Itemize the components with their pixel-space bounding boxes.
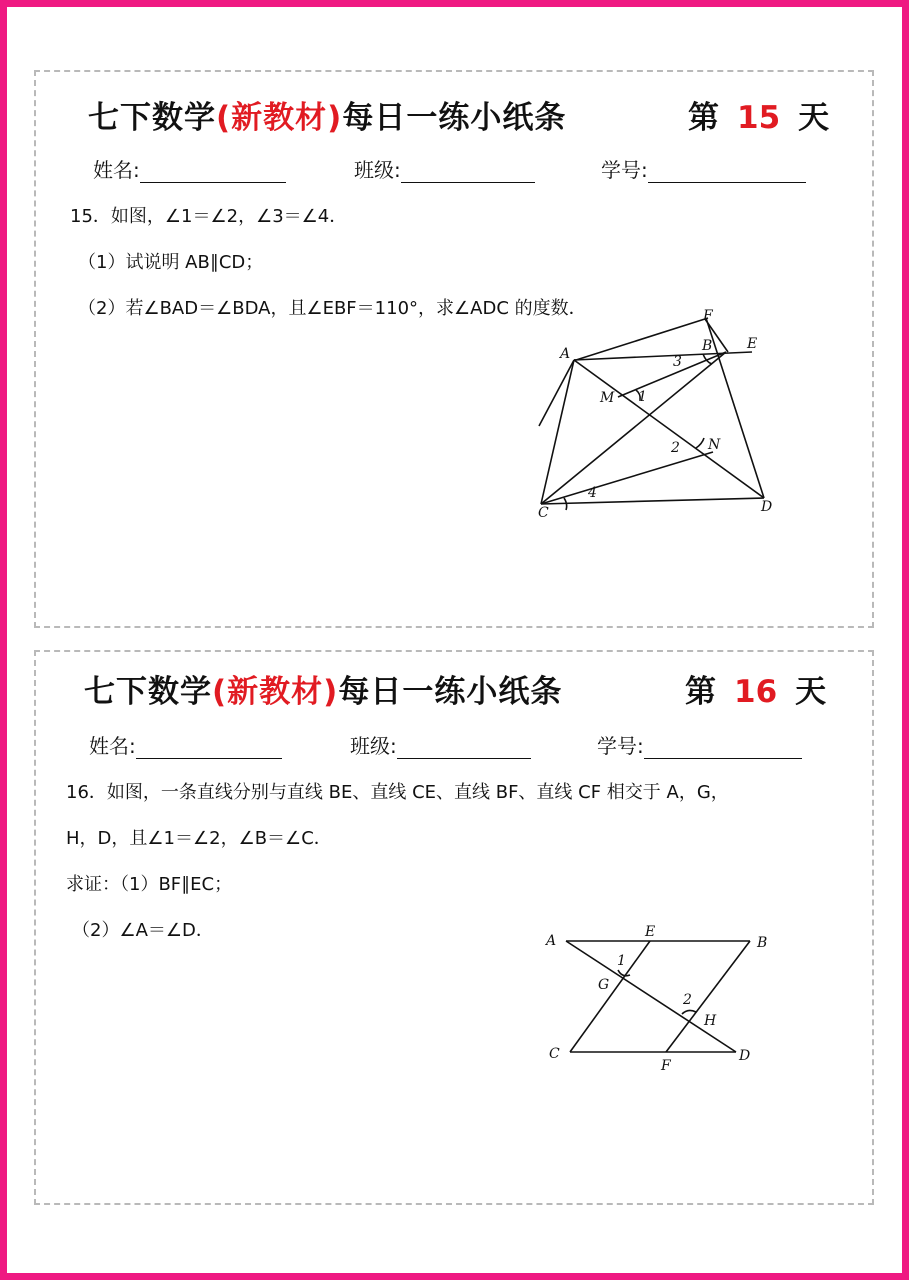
question-part-1: 求证：（1）BF∥EC；	[66, 874, 233, 895]
class-field[interactable]: 班级:	[350, 730, 531, 759]
question-part-1: （1）试说明 AB∥CD；	[78, 252, 264, 273]
label-f: F	[661, 1058, 671, 1074]
sheet-title: 七下数学(新教材)每日一练小纸条	[84, 674, 563, 710]
label-2: 2	[683, 992, 692, 1008]
name-field[interactable]: 姓名:	[89, 730, 282, 759]
label-c: C	[549, 1046, 560, 1062]
label-3: 3	[673, 354, 682, 370]
worksheet-day-15	[34, 70, 874, 628]
label-g: G	[598, 977, 610, 993]
segment-cd	[541, 498, 764, 504]
angle-2-arc	[696, 438, 704, 448]
question-stem: 16．如图，一条直线分别与直线 BE、直线 CE、直线 BF、直线 CF 相交于 A，G，	[66, 782, 729, 803]
geometry-figure-16	[36, 652, 876, 1207]
segment-cb	[541, 352, 726, 504]
label-f: F	[703, 308, 713, 324]
line-ec	[570, 941, 650, 1052]
segment-bm	[618, 352, 726, 397]
question-part-2: （2）∠A＝∠D．	[72, 920, 214, 941]
label-m: M	[600, 390, 615, 406]
line-bf	[666, 941, 750, 1052]
label-n: N	[708, 437, 721, 453]
label-a: A	[546, 933, 557, 949]
question-part-2: （2）若∠BAD＝∠BDA，且∠EBF＝110°，求∠ADC 的度数．	[78, 298, 587, 319]
day-label: 第 16 天	[685, 674, 827, 710]
label-4: 4	[588, 485, 597, 501]
student-id-field[interactable]: 学号:	[601, 154, 806, 183]
angle-2-arc	[682, 1010, 696, 1014]
class-field[interactable]: 班级:	[354, 154, 535, 183]
geometry-figure-15	[36, 72, 876, 630]
label-b: B	[757, 935, 768, 951]
question-stem-cont: H，D，且∠1＝∠2，∠B＝∠C．	[66, 828, 332, 849]
line-ad	[566, 941, 736, 1052]
label-b: B	[702, 338, 713, 354]
worksheet-day-16	[34, 650, 874, 1205]
question-stem: 15．如图，∠1＝∠2，∠3＝∠4．	[70, 206, 348, 227]
label-2: 2	[671, 440, 680, 456]
label-1: 1	[617, 953, 626, 969]
label-e: E	[747, 336, 758, 352]
label-c: C	[538, 505, 549, 521]
segment-ac	[541, 360, 574, 504]
label-1: 1	[638, 389, 647, 405]
label-d: D	[739, 1048, 751, 1064]
label-h: H	[704, 1013, 717, 1029]
label-a: A	[560, 346, 571, 362]
segment-ad	[574, 360, 764, 498]
label-e: E	[645, 924, 656, 940]
sheet-title: 七下数学(新教材)每日一练小纸条	[88, 100, 567, 136]
label-d: D	[761, 499, 773, 515]
segment-cn	[541, 452, 713, 504]
segment-cf	[539, 360, 574, 426]
student-id-field[interactable]: 学号:	[597, 730, 802, 759]
name-field[interactable]: 姓名:	[93, 154, 286, 183]
day-label: 第 15 天	[688, 100, 830, 136]
